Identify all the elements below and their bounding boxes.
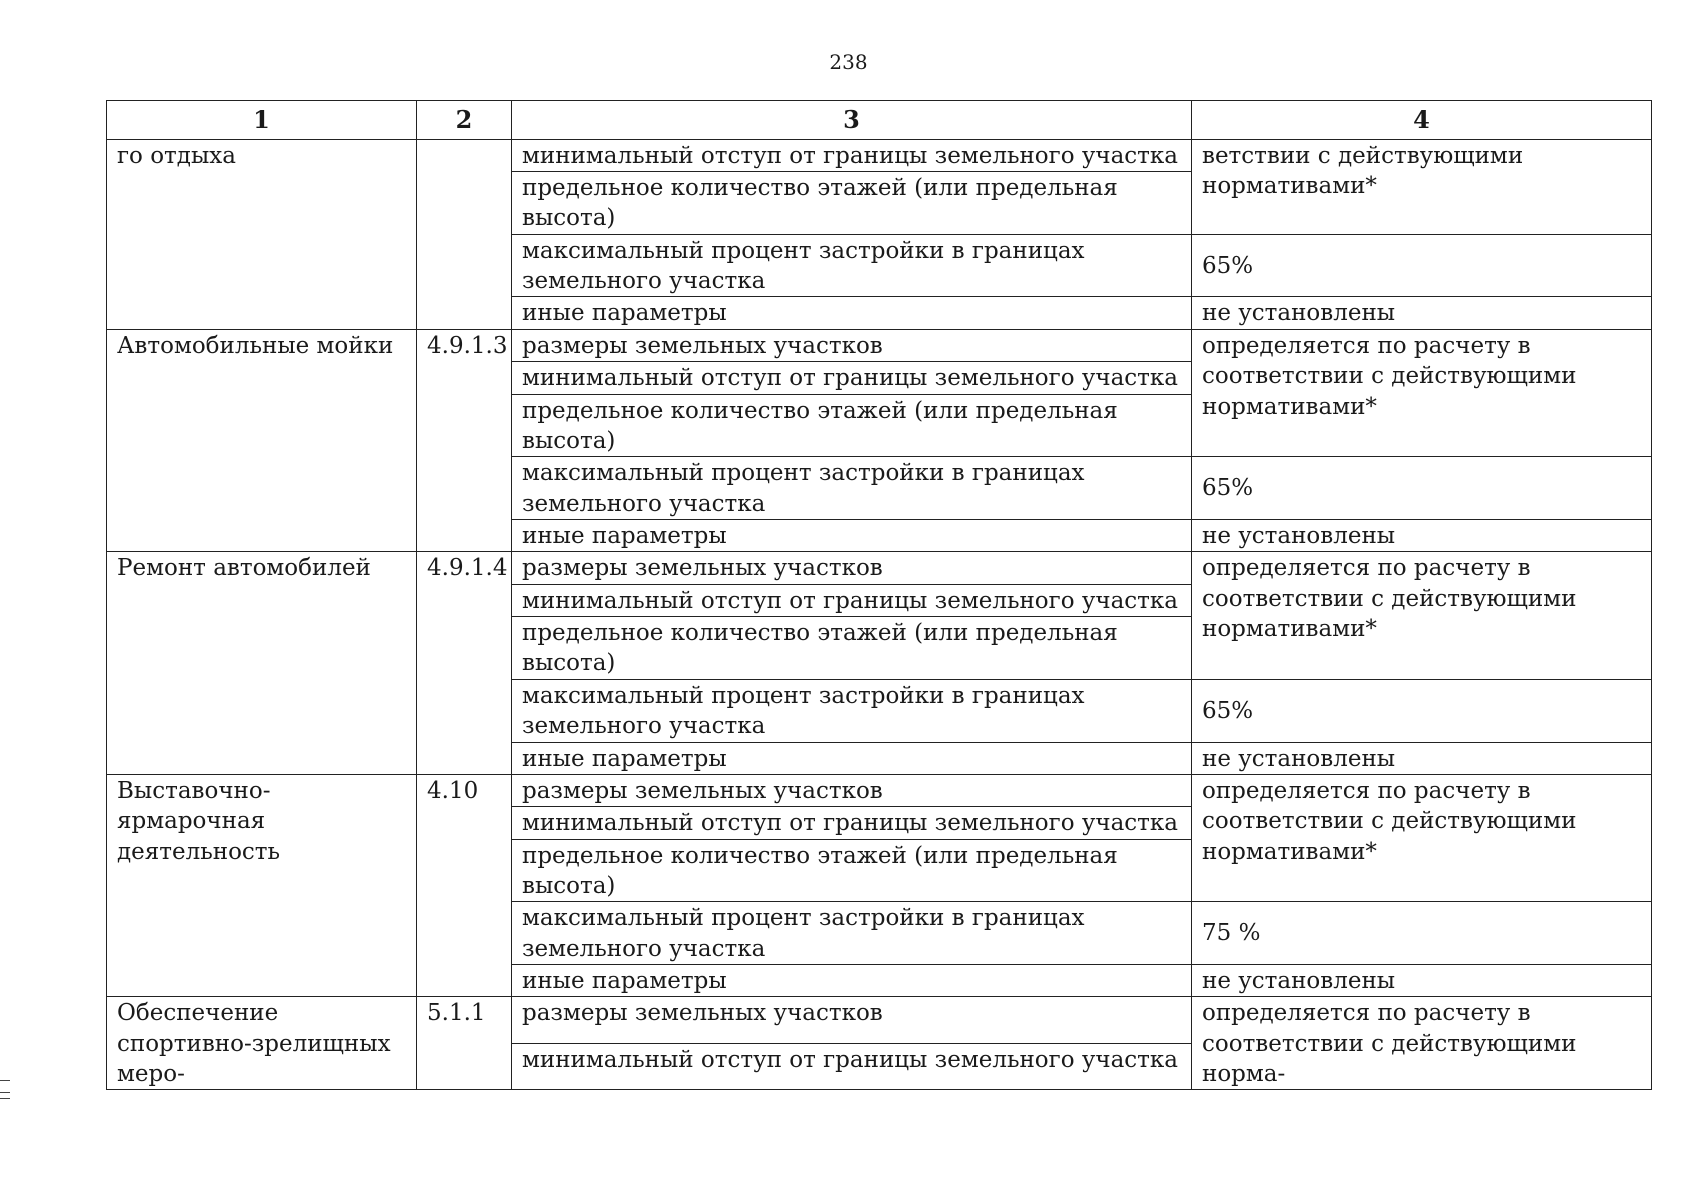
value-calc: определяется по расчету в соответствии с действующими нормативами* (1192, 774, 1652, 901)
param-other: иные параметры (512, 297, 1192, 329)
param-floors: предельное количество этажей (или предельная высота) (512, 839, 1192, 902)
table-row (107, 997, 1652, 1044)
column-header-1: 1 (107, 101, 417, 140)
param-other: иные параметры (512, 519, 1192, 551)
param-setback: минимальный отступ от границы земельного участка (512, 584, 1192, 616)
column-header-2: 2 (417, 101, 512, 140)
edge-mark (0, 1080, 10, 1081)
use-type-name: го отдыха (107, 139, 417, 329)
use-type-name: Выставочно-ярмарочная деятельность (107, 774, 417, 997)
edge-mark (0, 1092, 10, 1093)
param-other: иные параметры (512, 742, 1192, 774)
param-setback: минимальный отступ от границы земельного участка (512, 362, 1192, 394)
value-coverage: 65% (1192, 234, 1652, 297)
use-type-code: 5.1.1 (417, 997, 512, 1090)
value-other: не установлены (1192, 742, 1652, 774)
param-setback: минимальный отступ от границы земельного участка (512, 1043, 1192, 1090)
use-type-name: Обеспечение спортивно-зрелищных меро- (107, 997, 417, 1090)
value-calc: определяется по расчету в соответствии с действующими нормативами* (1192, 552, 1652, 679)
column-header-3: 3 (512, 101, 1192, 140)
table-row (107, 552, 1652, 584)
param-coverage: максимальный процент застройки в границах земельного участка (512, 679, 1192, 742)
page-number: 238 (829, 50, 868, 74)
use-type-code: 4.9.1.4 (417, 552, 512, 775)
table-row (107, 139, 1652, 171)
use-type-name: Ремонт автомобилей (107, 552, 417, 775)
value-coverage: 65% (1192, 457, 1652, 520)
param-floors: предельное количество этажей (или предельная высота) (512, 394, 1192, 457)
param-coverage: максимальный процент застройки в границах земельного участка (512, 902, 1192, 965)
value-other: не установлены (1192, 965, 1652, 997)
regulations-table (106, 100, 1652, 1090)
param-floors: предельное количество этажей (или предельная высота) (512, 172, 1192, 235)
use-type-code: 4.9.1.3 (417, 329, 512, 552)
value-calc: определяется по расчету в соответствии с действующими нормативами* (1192, 329, 1652, 456)
param-coverage: максимальный процент застройки в границах земельного участка (512, 234, 1192, 297)
value-coverage: 75 % (1192, 902, 1652, 965)
value-other: не установлены (1192, 519, 1652, 551)
param-setback: минимальный отступ от границы земельного участка (512, 139, 1192, 171)
edge-mark (0, 1098, 10, 1099)
use-type-code (417, 139, 512, 329)
value-calc: ветствии с действующими нормативами* (1192, 139, 1652, 234)
param-other: иные параметры (512, 965, 1192, 997)
column-header-4: 4 (1192, 101, 1652, 140)
param-size: размеры земельных участков (512, 774, 1192, 806)
value-other: не установлены (1192, 297, 1652, 329)
use-type-name: Автомобильные мойки (107, 329, 417, 552)
param-setback: минимальный отступ от границы земельного участка (512, 807, 1192, 839)
value-coverage: 65% (1192, 679, 1652, 742)
param-floors: предельное количество этажей (или предельная высота) (512, 617, 1192, 680)
table-row (107, 329, 1652, 361)
param-size: размеры земельных участков (512, 997, 1192, 1044)
use-type-code: 4.10 (417, 774, 512, 997)
param-size: размеры земельных участков (512, 329, 1192, 361)
param-coverage: максимальный процент застройки в границах земельного участка (512, 457, 1192, 520)
table-row (107, 774, 1652, 806)
table-header-row (107, 101, 1652, 140)
param-size: размеры земельных участков (512, 552, 1192, 584)
value-calc: определяется по расчету в соответствии с действующими норма- (1192, 997, 1652, 1090)
